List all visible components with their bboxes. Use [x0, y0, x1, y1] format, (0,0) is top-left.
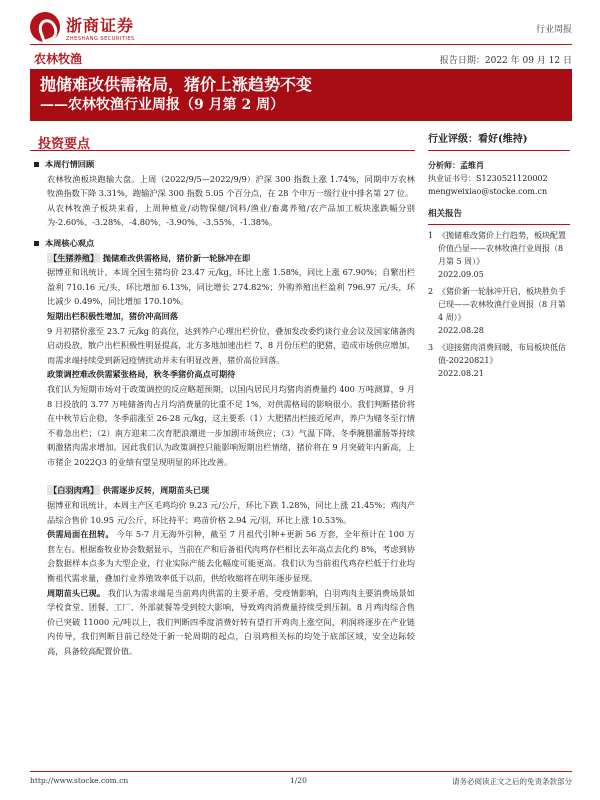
- related-report-item[interactable]: 1 《抛储难改猪价上行趋势，板块配置价值凸显——农林牧渔行业周报（8 月第 5 周）》: [428, 231, 566, 266]
- paragraph: 从农林牧渔子板块来看，上周种植业/动物保健/饲料/渔业/畜禽养殖/农产品加工板块涨跌幅分别为-2.60%、-3.28%、-4.80%、-3.90%、-3.55%、-1.38%。: [47, 202, 415, 228]
- report-type: 行业周报: [535, 25, 572, 35]
- sidebar-divider: [428, 150, 570, 151]
- bullet-heading: 本周核心观点: [30, 236, 415, 251]
- subheading: 政策调控难改供需紧张格局，秋冬季猪价高点可期待: [47, 369, 236, 380]
- pig-tag: 【生猪养殖】: [49, 252, 99, 263]
- main-content: [30, 156, 415, 659]
- bullet-square-icon: [34, 162, 39, 167]
- bullet-heading: 本周行情回顾: [30, 157, 415, 172]
- footer-url[interactable]: http://www.stocke.com.cn: [30, 776, 129, 785]
- analyst-name: 分析师：孟维肖: [428, 160, 484, 170]
- page-number: 1/20: [290, 776, 307, 785]
- related-report-date: 2022.08.21: [438, 369, 484, 378]
- license-number: 执业证书号：S1230521120002: [428, 174, 548, 183]
- sidebar-divider: [428, 224, 570, 225]
- section-divider: [30, 150, 415, 151]
- bullet-square-icon: [34, 241, 39, 246]
- logo-en: ZHESHANG SECURITIES: [66, 35, 135, 42]
- footer-divider: [30, 771, 572, 772]
- paragraph: 据博亚和讯统计，本周全国生猪均价 23.47 元/kg，环比上涨 1.58%，同比上涨 67.90%；自繁出栏盈利 710.16 元/头，环比增加 6.13%，同比增长 274.82%；外购养殖出栏盈利 796.97 元/头，环比减少 0.49%，同比增加 170.10%。: [47, 267, 415, 307]
- title-banner: [30, 69, 572, 121]
- analyst-email[interactable]: mengweixiao@stocke.com.cn: [428, 187, 548, 196]
- paragraph: 周期苗头已现。 我们认为需求端是当前鸡肉供需的主要矛盾，受疫情影响，白羽鸡肉主要消费场景如学校食堂、团餐、工厂、外部就餐等受到较大影响，导致鸡肉消费量持续受到压制。8 月鸡肉综合售价已突破 11000 元/吨以上，我们判断四季度消费好转有望打开鸡肉上涨空间，利润将逐步在产业链内传导，我们判断目前已经处于新一轮周期的起点，白羽鸡相关标的均处于底部区域，安全边际较高，具备较高配置价值。: [47, 587, 415, 656]
- report-title: 抛储难改供需格局，猪价上涨趋势不变: [40, 75, 313, 94]
- section-title: 投资要点: [38, 137, 91, 152]
- broiler-tag: 【白羽肉鸡】: [49, 485, 99, 496]
- related-report-item[interactable]: 3 《迎接猪肉消费回暖，布局板块低估值-20220821》: [428, 343, 566, 365]
- report-date: 报告日期：2022 年 09 月 12 日: [439, 56, 572, 66]
- related-report-date: 2022.08.28: [438, 326, 484, 335]
- sidebar: [428, 133, 570, 384]
- disclaimer-note: 请务必阅读正文之后的免责条款部分: [452, 777, 572, 786]
- related-report-item[interactable]: 2 《猪价新一轮脉冲开启，板块胜负手已现——农林牧渔行业周报（8 月第 4 周）》: [428, 287, 566, 322]
- broiler-heading: 【白羽肉鸡】 供需逐步反转，周期苗头已现: [49, 485, 210, 496]
- subheading: 短期出栏积极性增加，猪价冲高回落: [47, 310, 179, 321]
- company-logo: [30, 12, 135, 42]
- sector-name: 农林牧渔: [34, 52, 83, 66]
- paragraph: 据博亚和讯统计，本周主产区毛鸡均价 9.23 元/公斤，环比下跌 1.28%，同比上涨 21.45%；鸡肉产品综合售价 10.95 元/公斤，环比持平；鸡苗价格 2.94 元/羽，环比上涨 10.53%。: [47, 500, 415, 525]
- related-reports-title: 相关报告: [428, 209, 463, 219]
- header-divider: [30, 44, 572, 45]
- paragraph: 供需局面在扭转。 今年 5-7 月无海外引种，截至 7 月祖代引种+更新 56 万套，全年预计在 100 万套左右。根据畜牧业协会数据显示，当前在产和后备祖代肉鸡存栏相比去年高点去化约 8%，考虑到协会数据样本点多为大型企业，行业实际产能去化幅度可能更高。我们认为当前祖代鸡存栏低于行业均衡祖代需求量，叠加行业养殖效率低于以前，供给收缩将在明年逐步显现。: [47, 529, 415, 584]
- logo-mark-icon: [30, 12, 60, 42]
- report-subtitle: ——农林牧渔行业周报（9 月第 2 周）: [40, 97, 285, 113]
- logo-cn: 浙商证券: [66, 15, 135, 35]
- pig-heading: 【生猪养殖】 抛储难改供需格局，猪价新一轮脉冲在即: [49, 252, 251, 263]
- paragraph: 我们认为短期市场对于政策调控的反应略超预期，以国内居民月均猪肉消费量约 400 万吨测算，9 月 8 日投放的 3.77 万吨储备肉占月均消费量的比重不足 1%，对供需格局的影响很小。我们判断猪价将在中秋节后企稳，冬季前涨至 26-28 元/kg，这主要系（1）大肥猪出栏接近尾声，养户为赌冬至行情不着急出栏；（2）南方迎来二次育肥浪潮进一步加剧市场供应；（3）气温下降、冬季腌腊灌肠等持续刺激猪肉需求增加。因此我们认为政策调控只能影响短期出栏情绪，猪价将在 9 月突破年内新高，上市猪企 2022Q3 的业绩有望呈现明显的环比改善。: [47, 383, 415, 467]
- related-report-date: 2022.09.05: [438, 270, 484, 279]
- paragraph: 农林牧渔板块跑输大盘。上周（2022/9/5—2022/9/9）沪深 300 指数上涨 1.74%，同期申万农林牧渔指数下降 3.31%，跑输沪深 300 指数 5.05 个百分点，在 28 个申万一级行业中排名第 27 位。: [47, 173, 415, 199]
- paragraph: 9 月初猪价涨至 23.7 元/kg 的高位，达到养户心理出栏价位，叠加发改委约谈行业会议及国家储备肉启动投放，散户出栏积极性明显提高，北方多地加速出栏 7、8 月份压栏的肥猪，造成市场供应增加，而需求端持续受到新冠疫情扰动并未有明显改善，猪价高位回落。: [47, 325, 415, 365]
- industry-rating: 行业评级：看好(维持): [428, 134, 528, 145]
